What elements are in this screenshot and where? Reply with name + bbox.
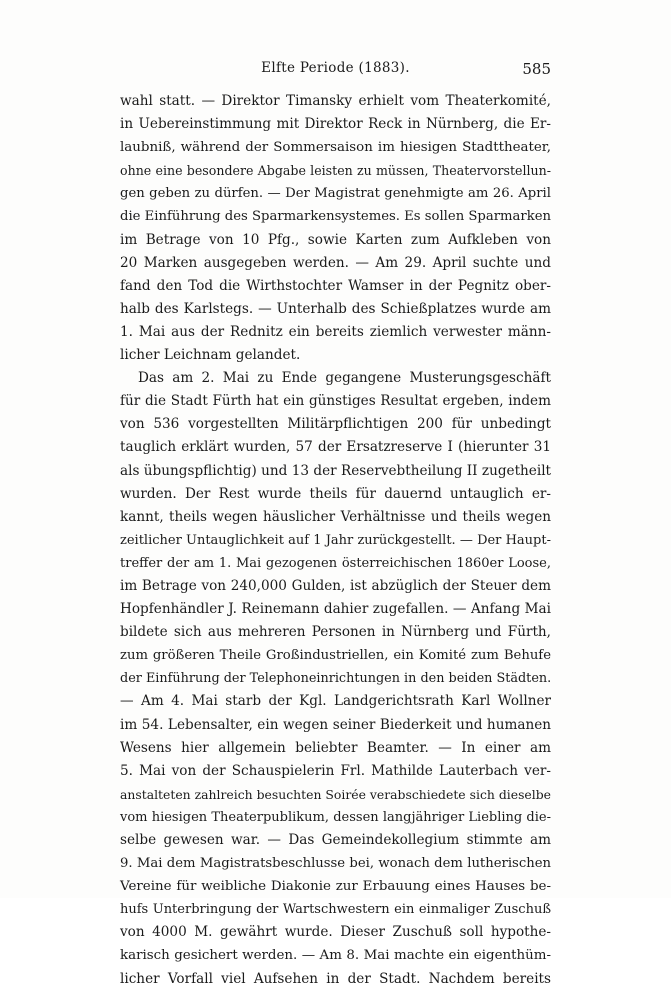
text-line: kannt, theils wegen häuslicher Verhältnisse und theils wegen [120,508,551,525]
text-line: halb des Karlstegs. — Unterhalb des Schießplatzes wurde am [120,300,551,317]
text-line: 1. Mai aus der Rednitz ein bereits ziemlich verwester männ- [120,323,551,340]
text-line: vom hiesigen Theaterpublikum, dessen langjähriger Liebling die- [120,809,551,825]
text-line: in Uebereinstimmung mit Direktor Reck in Nürnberg, die Er- [120,116,551,133]
text-line: 20 Marken ausgegeben werden. — Am 29. April suchte und [120,254,551,271]
text-line: tauglich erklärt wurden, 57 der Ersatzreserve I (hierunter 31 [120,439,551,456]
text-line: selbe gewesen war. — Das Gemeindekollegium stimmte am [120,832,551,848]
text-line: 9. Mai dem Magistratsbeschlusse bei, wonach dem lutherischen [120,856,551,872]
text-line: wahl statt. — Direktor Timansky erhielt vom Theaterkomité, [120,93,551,109]
text-line: Hopfenhändler J. Reinemann dahier zugefallen. — Anfang Mai [120,601,551,618]
text-line: ohne eine besondere Abgabe leisten zu müssen, Theatervorstellun- [120,163,551,179]
text-line: fand den Tod die Wirthstochter Wamser in der Pegnitz ober- [120,277,551,294]
page-header [0,60,671,80]
text-line: gen geben zu dürfen. — Der Magistrat genehmigte am 26. April [120,186,551,202]
text-line: bildete sich aus mehreren Personen in Nürnberg und Fürth, [120,624,551,641]
text-line: die Einführung des Sparmarkensystemes. Es sollen Sparmarken [120,209,551,225]
text-line: zum größeren Theile Großindustriellen, ein Komité zum Behufe [120,648,551,664]
text-line: karisch gesichert werden. — Am 8. Mai machte ein eigenthüm- [120,948,551,964]
text-line: treffer der am 1. Mai gezogenen österreichischen 1860er Loose, [120,555,551,571]
text-line: Wesens hier allgemein beliebter Beamter. — In einer am [120,739,551,756]
text-line: Vereine für weibliche Diakonie zur Erbauung eines Hauses be- [120,879,551,895]
text-line: für die Stadt Fürth hat ein günstiges Resultat ergeben, indem [120,393,551,410]
text-line: zeitlicher Untauglichkeit auf 1 Jahr zurückgestellt. — Der Haupt- [120,532,551,548]
text-line: im Betrage von 10 Pfg., sowie Karten zum Aufkleben von [120,231,551,248]
running-title: Elfte Periode (1883). [261,60,410,76]
text-line: als übungspflichtig) und 13 der Reservebtheilung II zugetheilt [120,462,551,479]
text-line: von 536 vorgestellten Militärpflichtigen 200 für unbedingt [120,416,551,433]
text-line: 5. Mai von der Schauspielerin Frl. Mathilde Lauterbach ver- [120,762,551,779]
text-line: der Einführung der Telephoneinrichtungen in den beiden Städten. [120,671,552,687]
text-line: Das am 2. Mai zu Ende gegangene Musterungsgeschäft [138,370,551,387]
text-line: hufs Unterbringung der Wartschwestern ein einmaliger Zuschuß [120,902,551,918]
page-number: 585 [522,60,551,78]
text-line: licher Leichnam gelandet. [120,347,301,364]
text-line: im Betrage von 240,000 Gulden, ist abzüglich der Steuer dem [120,577,551,594]
text-line: wurden. Der Rest wurde theils für dauernd untauglich er- [120,485,551,502]
text-line: von 4000 M. gewährt wurde. Dieser Zuschuß soll hypothe- [120,924,551,941]
text-line: licher Vorfall viel Aufsehen in der Stadt. Nachdem bereits [120,970,551,987]
body-text [120,90,551,991]
text-line: — Am 4. Mai starb der Kgl. Landgerichtsrath Karl Wollner [120,693,551,710]
text-line: laubniß, während der Sommersaison im hiesigen Stadttheater, [120,140,551,156]
text-line: anstalteten zahlreich besuchten Soirée verabschiedete sich dieselbe [120,786,551,802]
text-line: im 54. Lebensalter, ein wegen seiner Biederkeit und humanen [120,716,551,733]
